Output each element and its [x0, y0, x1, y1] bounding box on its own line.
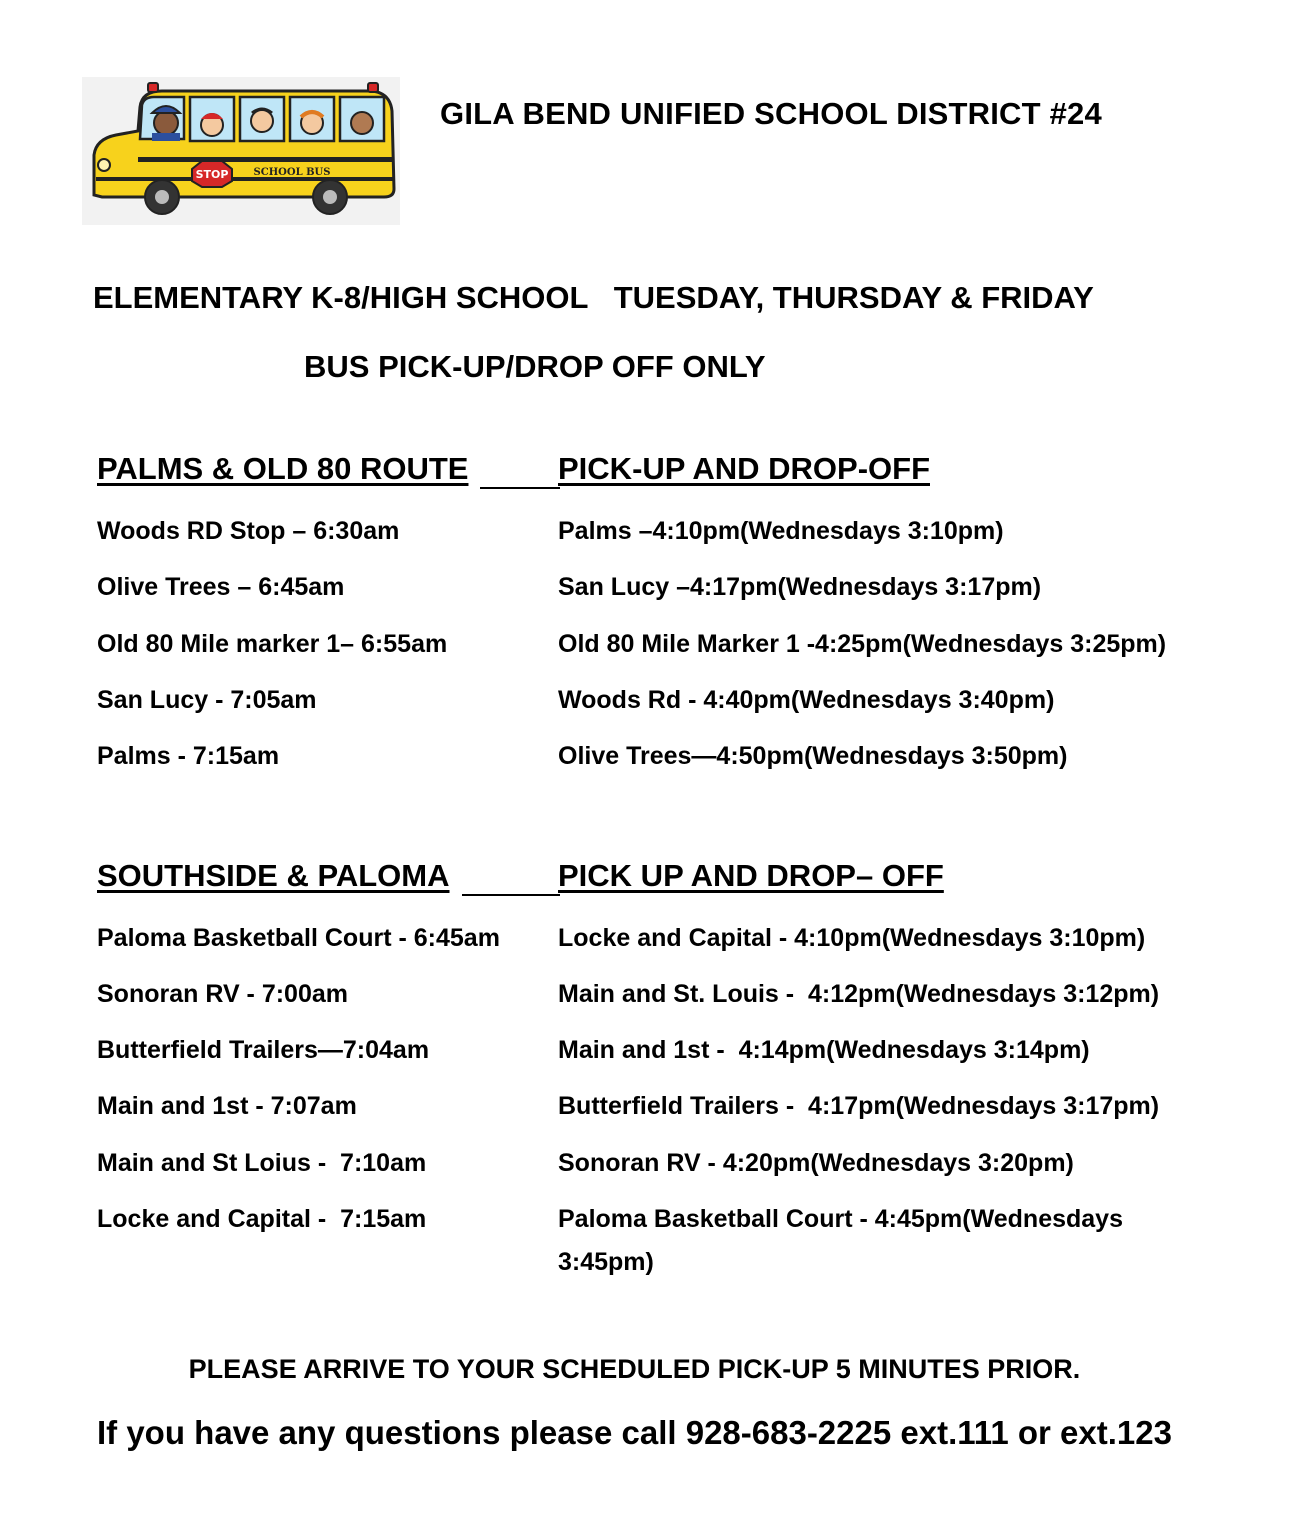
district-title: GILA BEND UNIFIED SCHOOL DISTRICT #24: [440, 96, 1102, 131]
morning-stop: Old 80 Mile marker 1– 6:55am: [97, 630, 448, 658]
contact-info: If you have any questions please call 928-683-2225 ext.111 or ext.123: [97, 1414, 1172, 1451]
stop-sign-text: STOP: [195, 168, 229, 181]
route-heading: SOUTHSIDE & PALOMA: [97, 858, 450, 893]
route-heading: PALMS & OLD 80 ROUTE: [97, 451, 469, 486]
afternoon-stop: Butterfield Trailers - 4:17pm(Wednesdays 3:17pm): [558, 1092, 1160, 1120]
school-bus-icon: [82, 77, 400, 225]
morning-stop: Palms - 7:15am: [97, 742, 280, 770]
afternoon-stop: Locke and Capital - 4:10pm(Wednesdays 3:10pm): [558, 924, 1146, 952]
afternoon-stop-continued: 3:45pm): [558, 1248, 654, 1276]
afternoon-stop: Old 80 Mile Marker 1 -4:25pm(Wednesdays 3:25pm): [558, 630, 1167, 658]
morning-stop: Olive Trees – 6:45am: [97, 573, 345, 601]
afternoon-stop: Olive Trees—4:50pm(Wednesdays 3:50pm): [558, 742, 1068, 770]
dropoff-heading: PICK-UP AND DROP-OFF: [558, 451, 930, 486]
morning-stop: Sonoran RV - 7:00am: [97, 980, 349, 1008]
afternoon-stop: Main and 1st - 4:14pm(Wednesdays 3:14pm): [558, 1036, 1090, 1064]
arrival-note: PLEASE ARRIVE TO YOUR SCHEDULED PICK-UP 5 MINUTES PRIOR.: [188, 1354, 1081, 1384]
morning-stop: Locke and Capital - 7:15am: [97, 1205, 427, 1233]
afternoon-stop: San Lucy –4:17pm(Wednesdays 3:17pm): [558, 573, 1042, 601]
bus-label-text: SCHOOL BUS: [253, 167, 331, 178]
dropoff-heading: PICK UP AND DROP– OFF: [558, 858, 944, 893]
school-bus-logo: [82, 77, 400, 225]
morning-stop: Butterfield Trailers—7:04am: [97, 1036, 430, 1064]
afternoon-stop: Sonoran RV - 4:20pm(Wednesdays 3:20pm): [558, 1149, 1074, 1177]
heading-underline-gap: [462, 894, 560, 896]
schedule-subtitle-days: ELEMENTARY K-8/HIGH SCHOOL TUESDAY, THURSDAY & FRIDAY: [93, 280, 1094, 315]
morning-stop: Main and St Loius - 7:10am: [97, 1149, 427, 1177]
afternoon-stop: Palms –4:10pm(Wednesdays 3:10pm): [558, 517, 1004, 545]
morning-stop: Woods RD Stop – 6:30am: [97, 517, 400, 545]
schedule-subtitle-service: BUS PICK-UP/DROP OFF ONLY: [304, 349, 766, 384]
morning-stop: Main and 1st - 7:07am: [97, 1092, 357, 1120]
afternoon-stop: Paloma Basketball Court - 4:45pm(Wednesdays: [558, 1205, 1123, 1233]
morning-stop: Paloma Basketball Court - 6:45am: [97, 924, 500, 952]
afternoon-stop: Woods Rd - 4:40pm(Wednesdays 3:40pm): [558, 686, 1055, 714]
morning-stop: San Lucy - 7:05am: [97, 686, 317, 714]
heading-underline-gap: [480, 487, 560, 489]
afternoon-stop: Main and St. Louis - 4:12pm(Wednesdays 3:12pm): [558, 980, 1160, 1008]
